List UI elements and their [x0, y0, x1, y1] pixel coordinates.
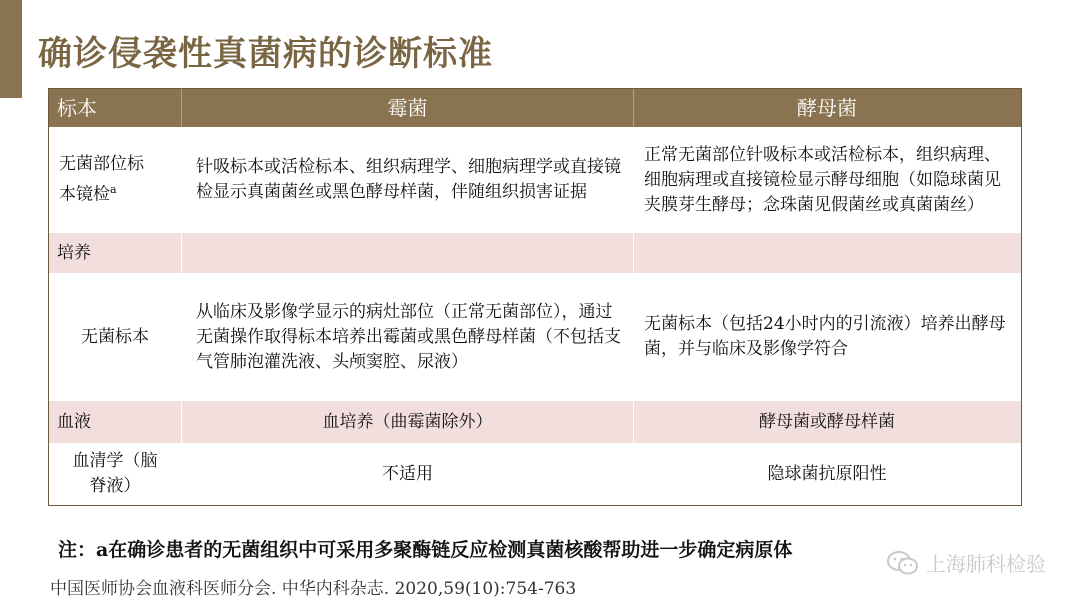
wechat-icon [886, 550, 920, 576]
row-label-culture: 培养 [57, 242, 91, 263]
row-label-blood: 血液 [57, 411, 91, 432]
header-specimen: 标本 [57, 95, 97, 120]
row-label-microscopy [49, 127, 181, 233]
cell-yeast-sterile: 无菌标本（包括24小时内的引流液）培养出酵母菌，并与临床及影像学符合 [633, 273, 1020, 401]
header-yeast: 酵母菌 [633, 89, 1020, 127]
cell-yeast-serology: 隐球菌抗原阳性 [633, 443, 1020, 505]
citation: 中国医师协会血液科医师分会. 中华内科杂志. 2020,59(10):754-763 [50, 579, 577, 599]
cell-mold-sterile: 从临床及影像学显示的病灶部位（正常无菌部位），通过无菌操作取得标本培养出霉菌或黑色酵母样菌（不包括支气管肺泡灌洗液、头颅窦腔、尿液） [181, 273, 633, 401]
row-label-sup: a [110, 183, 117, 197]
page-title: 确诊侵袭性真菌病的诊断标准 [38, 34, 493, 74]
cell-mold-culture [181, 233, 633, 273]
cell-mold-blood: 血培养（曲霉菌除外） [181, 401, 633, 443]
accent-bar [0, 0, 22, 98]
cell-mold-microscopy: 针吸标本或活检标本、组织病理学、细胞病理学或直接镜检显示真菌菌丝或黑色酵母样菌，伴随组织损害证据 [181, 127, 633, 233]
criteria-table [48, 88, 1022, 506]
table-row [49, 233, 1021, 273]
cell-yeast-culture [633, 233, 1020, 273]
row-label-sterile: 无菌标本 [81, 326, 149, 347]
cell-mold-serology: 不适用 [181, 443, 633, 505]
cell-yeast-microscopy: 正常无菌部位针吸标本或活检标本，组织病理、细胞病理或直接镜检显示酵母细胞（如隐球菌见夹膜芽生酵母；念珠菌见假菌丝或真菌菌丝） [633, 127, 1020, 233]
header-mold: 霉菌 [181, 89, 633, 127]
cell-yeast-blood: 酵母菌或酵母样菌 [633, 401, 1020, 443]
footnote: 注：a在确诊患者的无菌组织中可采用多聚酶链反应检测真菌核酸帮助进一步确定病原体 [58, 539, 793, 561]
row-label-text: 无菌部位标本镜检 [59, 154, 144, 205]
watermark-text: 上海肺科检验 [926, 552, 1046, 576]
table-header-row [49, 89, 1021, 127]
table-row [49, 127, 1021, 233]
table-row [49, 273, 1021, 401]
row-label-serology [49, 443, 181, 505]
table-row [49, 443, 1021, 505]
watermark [886, 548, 1046, 577]
table-row [49, 401, 1021, 443]
row-label-serology-text: 血清学（脑脊液） [72, 451, 158, 496]
